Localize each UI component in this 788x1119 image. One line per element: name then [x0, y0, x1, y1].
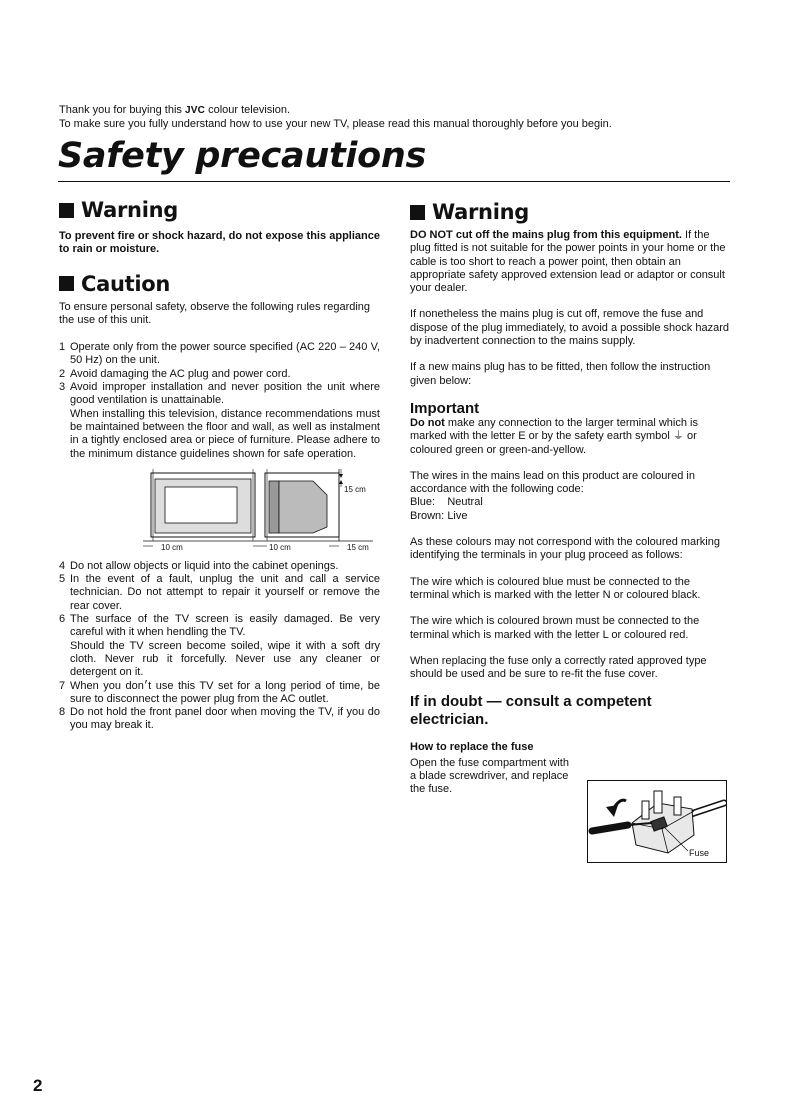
page-number: 2 [33, 1076, 43, 1095]
caution-intro: To ensure personal safety, observe the following rules regarding the use of this unit. [59, 300, 371, 326]
left-column [59, 198, 380, 733]
right-column [410, 198, 730, 797]
list-item: 6 The surface of the TV screen is easily damaged. Be very careful with it when hendling the TV. Should the TV screen become soiled, wipe it with a soft dry cloth. Never rub it forcefully. Never use any cleaner or detergent on it. [59, 613, 380, 679]
earth-terminal-paragraph: Do not make any connection to the larger terminal which is marked with the letter E or by the safety earth symbol ⏚ or coloured green or green-and-yellow. [410, 416, 698, 456]
blue-wire-paragraph: The wire which is coloured blue must be connected to the terminal which is marked with the letter N or coloured black. [410, 575, 701, 601]
square-bullet-icon [59, 276, 74, 291]
list-item: 4 Do not allow objects or liquid into the cabinet openings. [59, 559, 339, 572]
list-item: 5 In the event of a fault, unplug the unit and call a service technician. Do not attempt to repair it yourself or remove the rear cover. [59, 573, 380, 612]
square-bullet-icon [59, 203, 74, 218]
top-gap-label: 15 cm [344, 484, 366, 494]
caution-list-a [59, 341, 380, 461]
square-bullet-icon [410, 205, 425, 220]
wire-blue: Blue: Neutral [410, 496, 483, 509]
distance-diagram [143, 469, 373, 554]
title-rule [58, 181, 730, 182]
middle-gap-label: 10 cm [269, 542, 291, 552]
wire-code-paragraph: The wires in the mains lead on this product are coloured in accordance with the following code: [410, 469, 695, 496]
fuse-illustration [587, 780, 727, 863]
right-gap-label: 15 cm [347, 542, 369, 552]
fuse-heading: How to replace the fuse [410, 741, 534, 754]
list-item: 7 When you don׳t use this TV set for a long period of time, be sure to disconnect the power plug from the AC outlet. [59, 679, 380, 705]
intro [59, 104, 612, 131]
important-heading: Important [410, 399, 480, 417]
mains-plug-paragraph: DO NOT cut off the mains plug from this equipment. If the plug fitted is not suitable for the power points in your home or the cable is too short to reach a power point, then obtain an appropriate safety approved extension lead or adaptor or consult your dealer. [410, 229, 726, 295]
caution-heading: Caution [59, 272, 380, 296]
list-item: 8 Do not hold the front panel door when moving the TV, if you do you may break it. [59, 706, 380, 732]
plug-cut-paragraph: If nonetheless the mains plug is cut off, remove the fuse and dispose of the plug immediately, to avoid a possible shock hazard by inadvertent connection to the mains supply. [410, 308, 729, 348]
jvc-logo: JVC [184, 105, 206, 116]
colours-paragraph: As these colours may not correspond with the coloured marking identifying the terminals in your plug proceed as follows: [410, 536, 720, 562]
intro-line-2: To make sure you fully understand how to use your new TV, please read this manual thoroughly before you begin. [59, 117, 612, 130]
list-item: 3 Avoid improper installation and never position the unit where good ventilation is unattainable. When installing this television, distance recommendations must be maintained between the floor and wall, as well as instalment in a tightly enclosed area or piece of furniture. Please adhere to the minimum distance guidelines shown for safe operation. [59, 381, 380, 460]
intro-line-1: Thank you for buying this JVC colour television. [59, 104, 291, 116]
new-plug-paragraph: If a new mains plug has to be fitted, then follow the instruction given below: [410, 361, 711, 387]
list-item: 2 Avoid damaging the AC plug and power cord. [59, 367, 291, 380]
brown-wire-paragraph: The wire which is coloured brown must be connected to the terminal which is marked with the letter L or coloured red. [410, 615, 700, 641]
warning-heading-right: Warning [410, 200, 730, 224]
list-item: 1 Operate only from the power source specified (AC 220 – 240 V, 50 Hz) on the unit. [59, 341, 380, 367]
caution-list-b [59, 560, 380, 733]
left-gap-label: 10 cm [161, 542, 183, 552]
fuse-label: Fuse [689, 848, 710, 858]
page-title: Safety precautions [58, 136, 426, 176]
fuse-instructions: Open the fuse compartment with a blade screwdriver, and replace the fuse. [410, 756, 569, 796]
fuse-replace-paragraph: When replacing the fuse only a correctly rated approved type should be used and be sure to re-fit the fuse cover. [410, 654, 707, 681]
warning-heading-left: Warning [59, 198, 380, 222]
warning-text: To prevent fire or shock hazard, do not expose this appliance to rain or moisture. [59, 230, 380, 256]
doubt-heading: If in doubt — consult a competent electrician. [410, 693, 652, 729]
wire-brown: Brown: Live [410, 509, 468, 522]
